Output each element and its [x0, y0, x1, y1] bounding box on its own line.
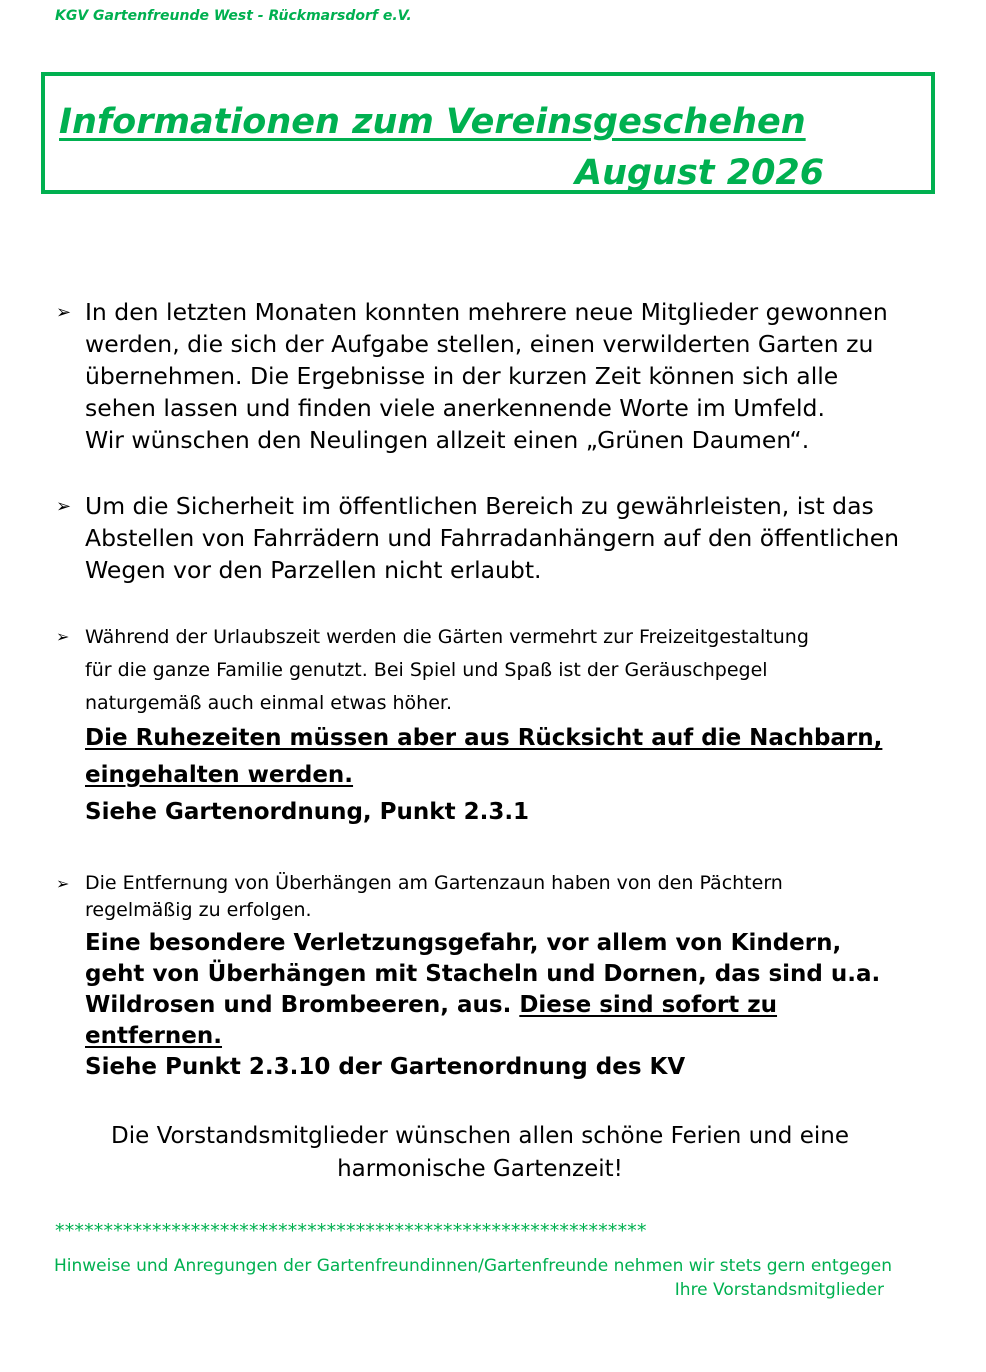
- garden-rules-reference: Siehe Gartenordnung, Punkt 2.3.1: [85, 799, 530, 825]
- paragraph-line: In den letzten Monaten konnten mehrere neue Mitglieder gewonnen: [85, 298, 888, 326]
- emphasis-underlined-text: Diese sind sofort zu: [519, 992, 778, 1018]
- page-subtitle-date: August 2026: [575, 153, 825, 193]
- footer-signature: Ihre Vorstandsmitglieder: [674, 1280, 884, 1300]
- paragraph-line: Abstellen von Fahrrädern und Fahrradanhängern auf den öffentlichen: [85, 524, 900, 552]
- arrow-bullet-icon: ➢: [56, 874, 70, 893]
- emphasis-line: [85, 990, 946, 1021]
- arrow-bullet-icon: ➢: [56, 496, 72, 517]
- paragraph-line: Während der Urlaubszeit werden die Gärten vermehrt zur Freizeitgestaltung: [85, 626, 809, 648]
- paragraph-line: regelmäßig zu erfolgen.: [85, 899, 312, 921]
- footer-note: Hinweise und Anregungen der Gartenfreundinnen/Gartenfreunde nehmen wir stets gern entgegen: [54, 1256, 892, 1276]
- info-item-quiet-hours: [56, 621, 946, 831]
- closing-line: Die Vorstandsmitglieder wünschen allen schöne Ferien und eine: [111, 1123, 849, 1149]
- closing-line: harmonische Gartenzeit!: [337, 1156, 623, 1182]
- garden-rules-reference: Siehe Punkt 2.3.10 der Gartenordnung des KV: [85, 1054, 686, 1080]
- paragraph-line: naturgemäß auch einmal etwas höher.: [85, 692, 453, 714]
- paragraph-line: Die Entfernung von Überhängen am Gartenzaun haben von den Pächtern: [85, 872, 783, 894]
- paragraph-line: für die ganze Familie genutzt. Bei Spiel und Spaß ist der Geräuschpegel: [85, 659, 768, 681]
- emphasis-line: Die Ruhezeiten müssen aber aus Rücksicht auf die Nachbarn,: [85, 725, 883, 751]
- emphasis-line: eingehalten werden.: [85, 762, 354, 788]
- organization-header: KGV Gartenfreunde West - Rückmarsdorf e.V.: [55, 8, 412, 24]
- emphasis-line: geht von Überhängen mit Stacheln und Dornen, das sind u.a.: [85, 961, 881, 987]
- page-title: Informationen zum Vereinsgeschehen: [59, 102, 806, 142]
- emphasis-underlined-text: entfernen.: [85, 1023, 223, 1049]
- emphasis-line: Eine besondere Verletzungsgefahr, vor allem von Kindern,: [85, 930, 842, 956]
- star-divider: *************************************************************: [55, 1220, 647, 1242]
- paragraph-line: Wir wünschen den Neulingen allzeit einen „Grünen Daumen“.: [85, 426, 810, 454]
- closing-wishes: [60, 1120, 900, 1186]
- info-item-new-members: [56, 296, 946, 456]
- paragraph-line: übernehmen. Die Ergebnisse in der kurzen Zeit können sich alle: [85, 362, 839, 390]
- title-box: [41, 72, 935, 194]
- paragraph-line: sehen lassen und finden viele anerkennende Worte im Umfeld.: [85, 394, 825, 422]
- paragraph-line: Wegen vor den Parzellen nicht erlaubt.: [85, 556, 542, 584]
- info-item-bicycles: [56, 490, 946, 586]
- info-item-overhangs: [56, 870, 946, 1083]
- paragraph-line: werden, die sich der Aufgabe stellen, einen verwilderten Garten zu: [85, 330, 874, 358]
- emphasis-text: Wildrosen und Brombeeren, aus.: [85, 992, 520, 1018]
- paragraph-line: Um die Sicherheit im öffentlichen Bereich zu gewährleisten, ist das: [85, 492, 874, 520]
- arrow-bullet-icon: ➢: [56, 302, 72, 323]
- arrow-bullet-icon: ➢: [56, 627, 70, 646]
